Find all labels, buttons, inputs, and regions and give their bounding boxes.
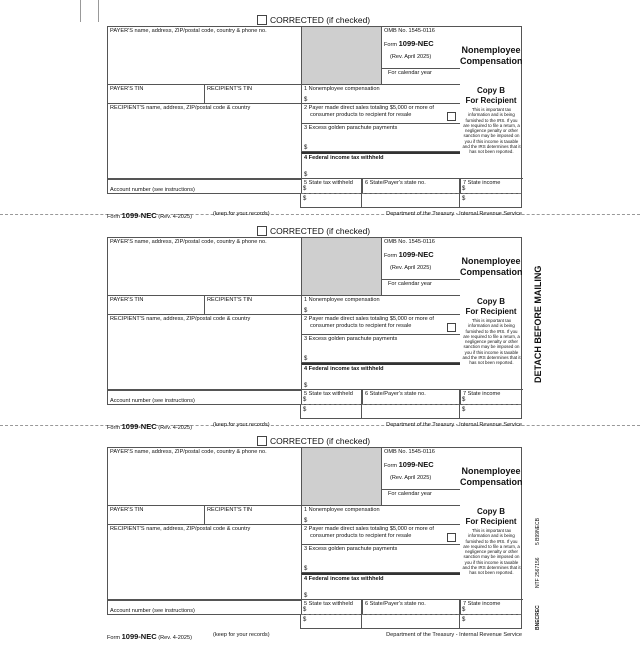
box2-line-2: consumer products to recipient for resale	[310, 111, 412, 118]
important-tax-notice: This is important tax information and is being furnished to the IRS. If you are required to file a return, a negligence penalty or other sanction may be imposed on you if this income is taxable and the IRS determines that it has not been reported.	[462, 107, 521, 155]
box6-label: 6 State/Payer's state no.	[365, 391, 426, 397]
dollar-sign: $	[304, 171, 308, 178]
form-grid	[107, 237, 522, 405]
dollar-sign: $	[304, 96, 308, 103]
product-code: BNECREC	[535, 605, 541, 630]
form-id	[384, 38, 458, 49]
form-prefix: Form	[384, 41, 398, 48]
revision: (Rev. April 2025)	[390, 54, 432, 60]
footer-form-prefix: Form	[107, 425, 121, 431]
dollar-sign: $	[304, 592, 308, 599]
footer-form-name: 1099-NEC	[121, 632, 157, 641]
account-number-label: Account number (see instructions)	[110, 607, 195, 614]
box5-field[interactable]	[301, 390, 362, 405]
corrected-checkbox-group[interactable]	[257, 226, 370, 236]
account-number-field[interactable]	[108, 600, 301, 615]
box2-checkbox[interactable]	[447, 323, 456, 332]
box1-field[interactable]	[301, 506, 460, 525]
box4-label: 4 Federal income tax withheld	[304, 155, 384, 161]
shaded-box	[301, 238, 381, 296]
dollar-sign: $	[303, 397, 307, 403]
dollar-sign: $	[304, 565, 308, 572]
box7-field[interactable]	[460, 390, 522, 405]
shaded-box	[301, 448, 381, 506]
corrected-label: CORRECTED (if checked)	[270, 15, 371, 25]
dollar-sign: $	[304, 355, 308, 362]
box5-field[interactable]	[301, 600, 362, 615]
for-recipient: For Recipient	[465, 96, 517, 105]
box1-field[interactable]	[301, 296, 460, 315]
payer-tin-field[interactable]	[108, 85, 204, 104]
payer-name-field[interactable]	[108, 238, 301, 296]
box4-field[interactable]	[301, 573, 460, 600]
box2-field	[301, 525, 460, 545]
dollar-sign: $	[462, 397, 466, 403]
copy-b-heading	[460, 507, 522, 527]
payer-tin-label: PAYER'S TIN	[110, 507, 144, 513]
box4-field[interactable]	[301, 152, 460, 179]
box2-line-1: 2 Payer made direct sales totaling $5,000 or more of	[304, 526, 434, 532]
column-divider	[459, 599, 460, 628]
ntf-code: NTF 2567156	[535, 557, 541, 588]
payer-name-field[interactable]	[108, 27, 301, 85]
form-grid	[107, 26, 522, 194]
footer-form-id	[107, 422, 192, 431]
footer-revision: (Rev. 4-2025)	[158, 214, 193, 220]
box1-label: 1 Nonemployee compensation	[304, 297, 380, 303]
footer-revision: (Rev. 4-2025)	[158, 635, 193, 641]
form-id	[384, 459, 458, 470]
recipient-name-label: RECIPIENT'S name, address, ZIP/postal code & country	[110, 105, 251, 111]
calendar-year: For calendar year	[382, 68, 460, 78]
recipient-name-label: RECIPIENT'S name, address, ZIP/postal code & country	[110, 526, 251, 532]
copy-b: Copy B	[477, 507, 505, 516]
recipient-tin-field[interactable]	[204, 85, 301, 104]
box4-label: 4 Federal income tax withheld	[304, 366, 384, 372]
dollar-sign: $	[304, 307, 308, 314]
dollar-sign: $	[304, 144, 308, 151]
box7-label: 7 State income	[463, 601, 501, 607]
dollar-sign: $	[303, 617, 307, 623]
dashed-divider	[301, 404, 521, 405]
corrected-label: CORRECTED (if checked)	[270, 226, 371, 236]
recipient-tin-label: RECIPIENT'S TIN	[207, 507, 253, 513]
dollar-sign: $	[304, 382, 308, 389]
important-tax-notice: This is important tax information and is being furnished to the IRS. If you are required to file a return, a negligence penalty or other sanction may be imposed on you if this income is taxable and the IRS determines that it has not been reported.	[462, 528, 521, 576]
title-line-2: Compensation	[460, 56, 523, 66]
omb-number: OMB No. 1545-0116	[384, 449, 435, 455]
box5-label: 5 State tax withheld	[304, 180, 353, 186]
dollar-sign: $	[462, 617, 466, 623]
box1-label: 1 Nonemployee compensation	[304, 86, 380, 92]
dollar-sign: $	[303, 607, 307, 613]
dollar-sign: $	[462, 607, 466, 613]
omb-column	[381, 238, 460, 296]
box7-field[interactable]	[460, 179, 522, 194]
form-1099-nec	[107, 15, 522, 227]
box3-label: 3 Excess golden parachute payments	[304, 336, 398, 342]
box2-line-2: consumer products to recipient for resale	[310, 532, 412, 539]
department-label: Department of the Treasury - Internal Revenue Service	[386, 632, 522, 638]
dollar-sign: $	[462, 196, 466, 202]
corrected-checkbox[interactable]	[257, 15, 267, 25]
footer-revision: (Rev. 4-2025)	[158, 425, 193, 431]
dollar-sign: $	[462, 407, 466, 413]
payer-tin-field[interactable]	[108, 506, 204, 525]
box1-field[interactable]	[301, 85, 460, 104]
box2-line-2: consumer products to recipient for resale	[310, 322, 412, 329]
form-name: 1099-NEC	[398, 38, 434, 48]
box5-label: 5 State tax withheld	[304, 601, 353, 607]
box6-label: 6 State/Payer's state no.	[365, 601, 426, 607]
omb-column	[381, 27, 460, 85]
calendar-year: For calendar year	[382, 279, 460, 289]
box2-field	[301, 104, 460, 124]
box2-checkbox[interactable]	[447, 112, 456, 121]
box3-label: 3 Excess golden parachute payments	[304, 546, 398, 552]
payer-name-label: PAYER'S name, address, ZIP/postal code, country & phone no.	[110, 28, 267, 34]
dollar-sign: $	[462, 186, 466, 192]
box2-line-1: 2 Payer made direct sales totaling $5,000 or more of	[304, 105, 434, 111]
box2-line-1: 2 Payer made direct sales totaling $5,000 or more of	[304, 316, 434, 322]
payer-name-label: PAYER'S name, address, ZIP/postal code, country & phone no.	[110, 239, 267, 245]
form-title	[460, 45, 522, 67]
title-line-2: Compensation	[460, 477, 523, 487]
revision: (Rev. April 2025)	[390, 475, 432, 481]
for-recipient: For Recipient	[465, 307, 517, 316]
form-code: 5 B99NECB	[535, 518, 541, 545]
corrected-checkbox-group[interactable]	[257, 436, 370, 446]
box6-field[interactable]	[362, 600, 460, 615]
form-grid	[107, 447, 522, 615]
shaded-box	[301, 27, 381, 85]
box5-label: 5 State tax withheld	[304, 391, 353, 397]
box3-field[interactable]	[301, 124, 460, 152]
box1-label: 1 Nonemployee compensation	[304, 507, 380, 513]
form-name: 1099-NEC	[398, 249, 434, 259]
form-name: 1099-NEC	[398, 459, 434, 469]
state-rows	[300, 397, 522, 419]
dollar-sign: $	[303, 407, 307, 413]
form-1099-nec	[107, 226, 522, 438]
omb-column	[381, 448, 460, 506]
box4-label: 4 Federal income tax withheld	[304, 576, 384, 582]
state-rows	[300, 186, 522, 208]
account-number-field[interactable]	[108, 390, 301, 405]
box5-field[interactable]	[301, 179, 362, 194]
box6-field[interactable]	[362, 179, 460, 194]
box7-field[interactable]	[460, 600, 522, 615]
keep-records-note: (keep for your records)	[213, 632, 270, 638]
omb-number: OMB No. 1545-0116	[384, 239, 435, 245]
box6-field[interactable]	[362, 390, 460, 405]
footer-form-name: 1099-NEC	[121, 422, 157, 431]
corrected-checkbox[interactable]	[257, 436, 267, 446]
column-divider	[361, 178, 362, 207]
crop-mark	[80, 0, 81, 22]
corrected-checkbox-group[interactable]	[257, 15, 370, 25]
footer-form-name: 1099-NEC	[121, 211, 157, 220]
column-divider	[361, 599, 362, 628]
form-prefix: Form	[384, 462, 398, 469]
recipient-tin-label: RECIPIENT'S TIN	[207, 86, 253, 92]
revision: (Rev. April 2025)	[390, 265, 432, 271]
title-line-1: Nonemployee	[461, 256, 521, 266]
recipient-tin-label: RECIPIENT'S TIN	[207, 297, 253, 303]
form-1099-nec	[107, 436, 522, 648]
recipient-name-field[interactable]	[108, 315, 301, 390]
box2-checkbox[interactable]	[447, 533, 456, 542]
corrected-label: CORRECTED (if checked)	[270, 436, 371, 446]
state-rows	[300, 607, 522, 629]
copy-b: Copy B	[477, 297, 505, 306]
column-divider	[361, 389, 362, 418]
column-divider	[459, 178, 460, 207]
box7-label: 7 State income	[463, 391, 501, 397]
dashed-divider	[301, 614, 521, 615]
copy-b: Copy B	[477, 86, 505, 95]
recipient-tin-field[interactable]	[204, 506, 301, 525]
footer-form-id	[107, 211, 192, 220]
copy-b-heading	[460, 86, 522, 106]
box3-label: 3 Excess golden parachute payments	[304, 125, 398, 131]
box3-field[interactable]	[301, 545, 460, 573]
account-number-label: Account number (see instructions)	[110, 397, 195, 404]
account-number-field[interactable]	[108, 179, 301, 194]
title-line-1: Nonemployee	[461, 45, 521, 55]
corrected-checkbox[interactable]	[257, 226, 267, 236]
calendar-year: For calendar year	[382, 489, 460, 499]
column-divider	[459, 389, 460, 418]
title-line-2: Compensation	[460, 267, 523, 277]
form-title	[460, 466, 522, 488]
recipient-name-field[interactable]	[108, 104, 301, 179]
box7-label: 7 State income	[463, 180, 501, 186]
copy-b-heading	[460, 297, 522, 317]
account-number-label: Account number (see instructions)	[110, 186, 195, 193]
box2-field	[301, 315, 460, 335]
omb-number: OMB No. 1545-0116	[384, 28, 435, 34]
box3-field[interactable]	[301, 335, 460, 363]
title-line-1: Nonemployee	[461, 466, 521, 476]
keep-records-note: (keep for your records)	[213, 422, 270, 428]
for-recipient: For Recipient	[465, 517, 517, 526]
department-label: Department of the Treasury - Internal Revenue Service	[386, 211, 522, 217]
footer-form-prefix: Form	[107, 635, 121, 641]
recipient-name-field[interactable]	[108, 525, 301, 600]
dashed-divider	[301, 193, 521, 194]
important-tax-notice: This is important tax information and is being furnished to the IRS. If you are required to file a return, a negligence penalty or other sanction may be imposed on you if this income is taxable and the IRS determines that it has not been reported.	[462, 318, 521, 366]
form-prefix: Form	[384, 252, 398, 259]
recipient-name-label: RECIPIENT'S name, address, ZIP/postal code & country	[110, 316, 251, 322]
box6-label: 6 State/Payer's state no.	[365, 180, 426, 186]
footer-form-prefix: Form	[107, 214, 121, 220]
payer-tin-label: PAYER'S TIN	[110, 86, 144, 92]
recipient-tin-field[interactable]	[204, 296, 301, 315]
dollar-sign: $	[303, 196, 307, 202]
form-title	[460, 256, 522, 278]
payer-name-field[interactable]	[108, 448, 301, 506]
payer-name-label: PAYER'S name, address, ZIP/postal code, country & phone no.	[110, 449, 267, 455]
keep-records-note: (keep for your records)	[213, 211, 270, 217]
dollar-sign: $	[304, 517, 308, 524]
payer-tin-field[interactable]	[108, 296, 204, 315]
box4-field[interactable]	[301, 363, 460, 390]
crop-mark	[98, 0, 99, 22]
dollar-sign: $	[303, 186, 307, 192]
payer-tin-label: PAYER'S TIN	[110, 297, 144, 303]
form-id	[384, 249, 458, 260]
department-label: Department of the Treasury - Internal Revenue Service	[386, 422, 522, 428]
detach-notice: DETACH BEFORE MAILING	[533, 265, 543, 383]
